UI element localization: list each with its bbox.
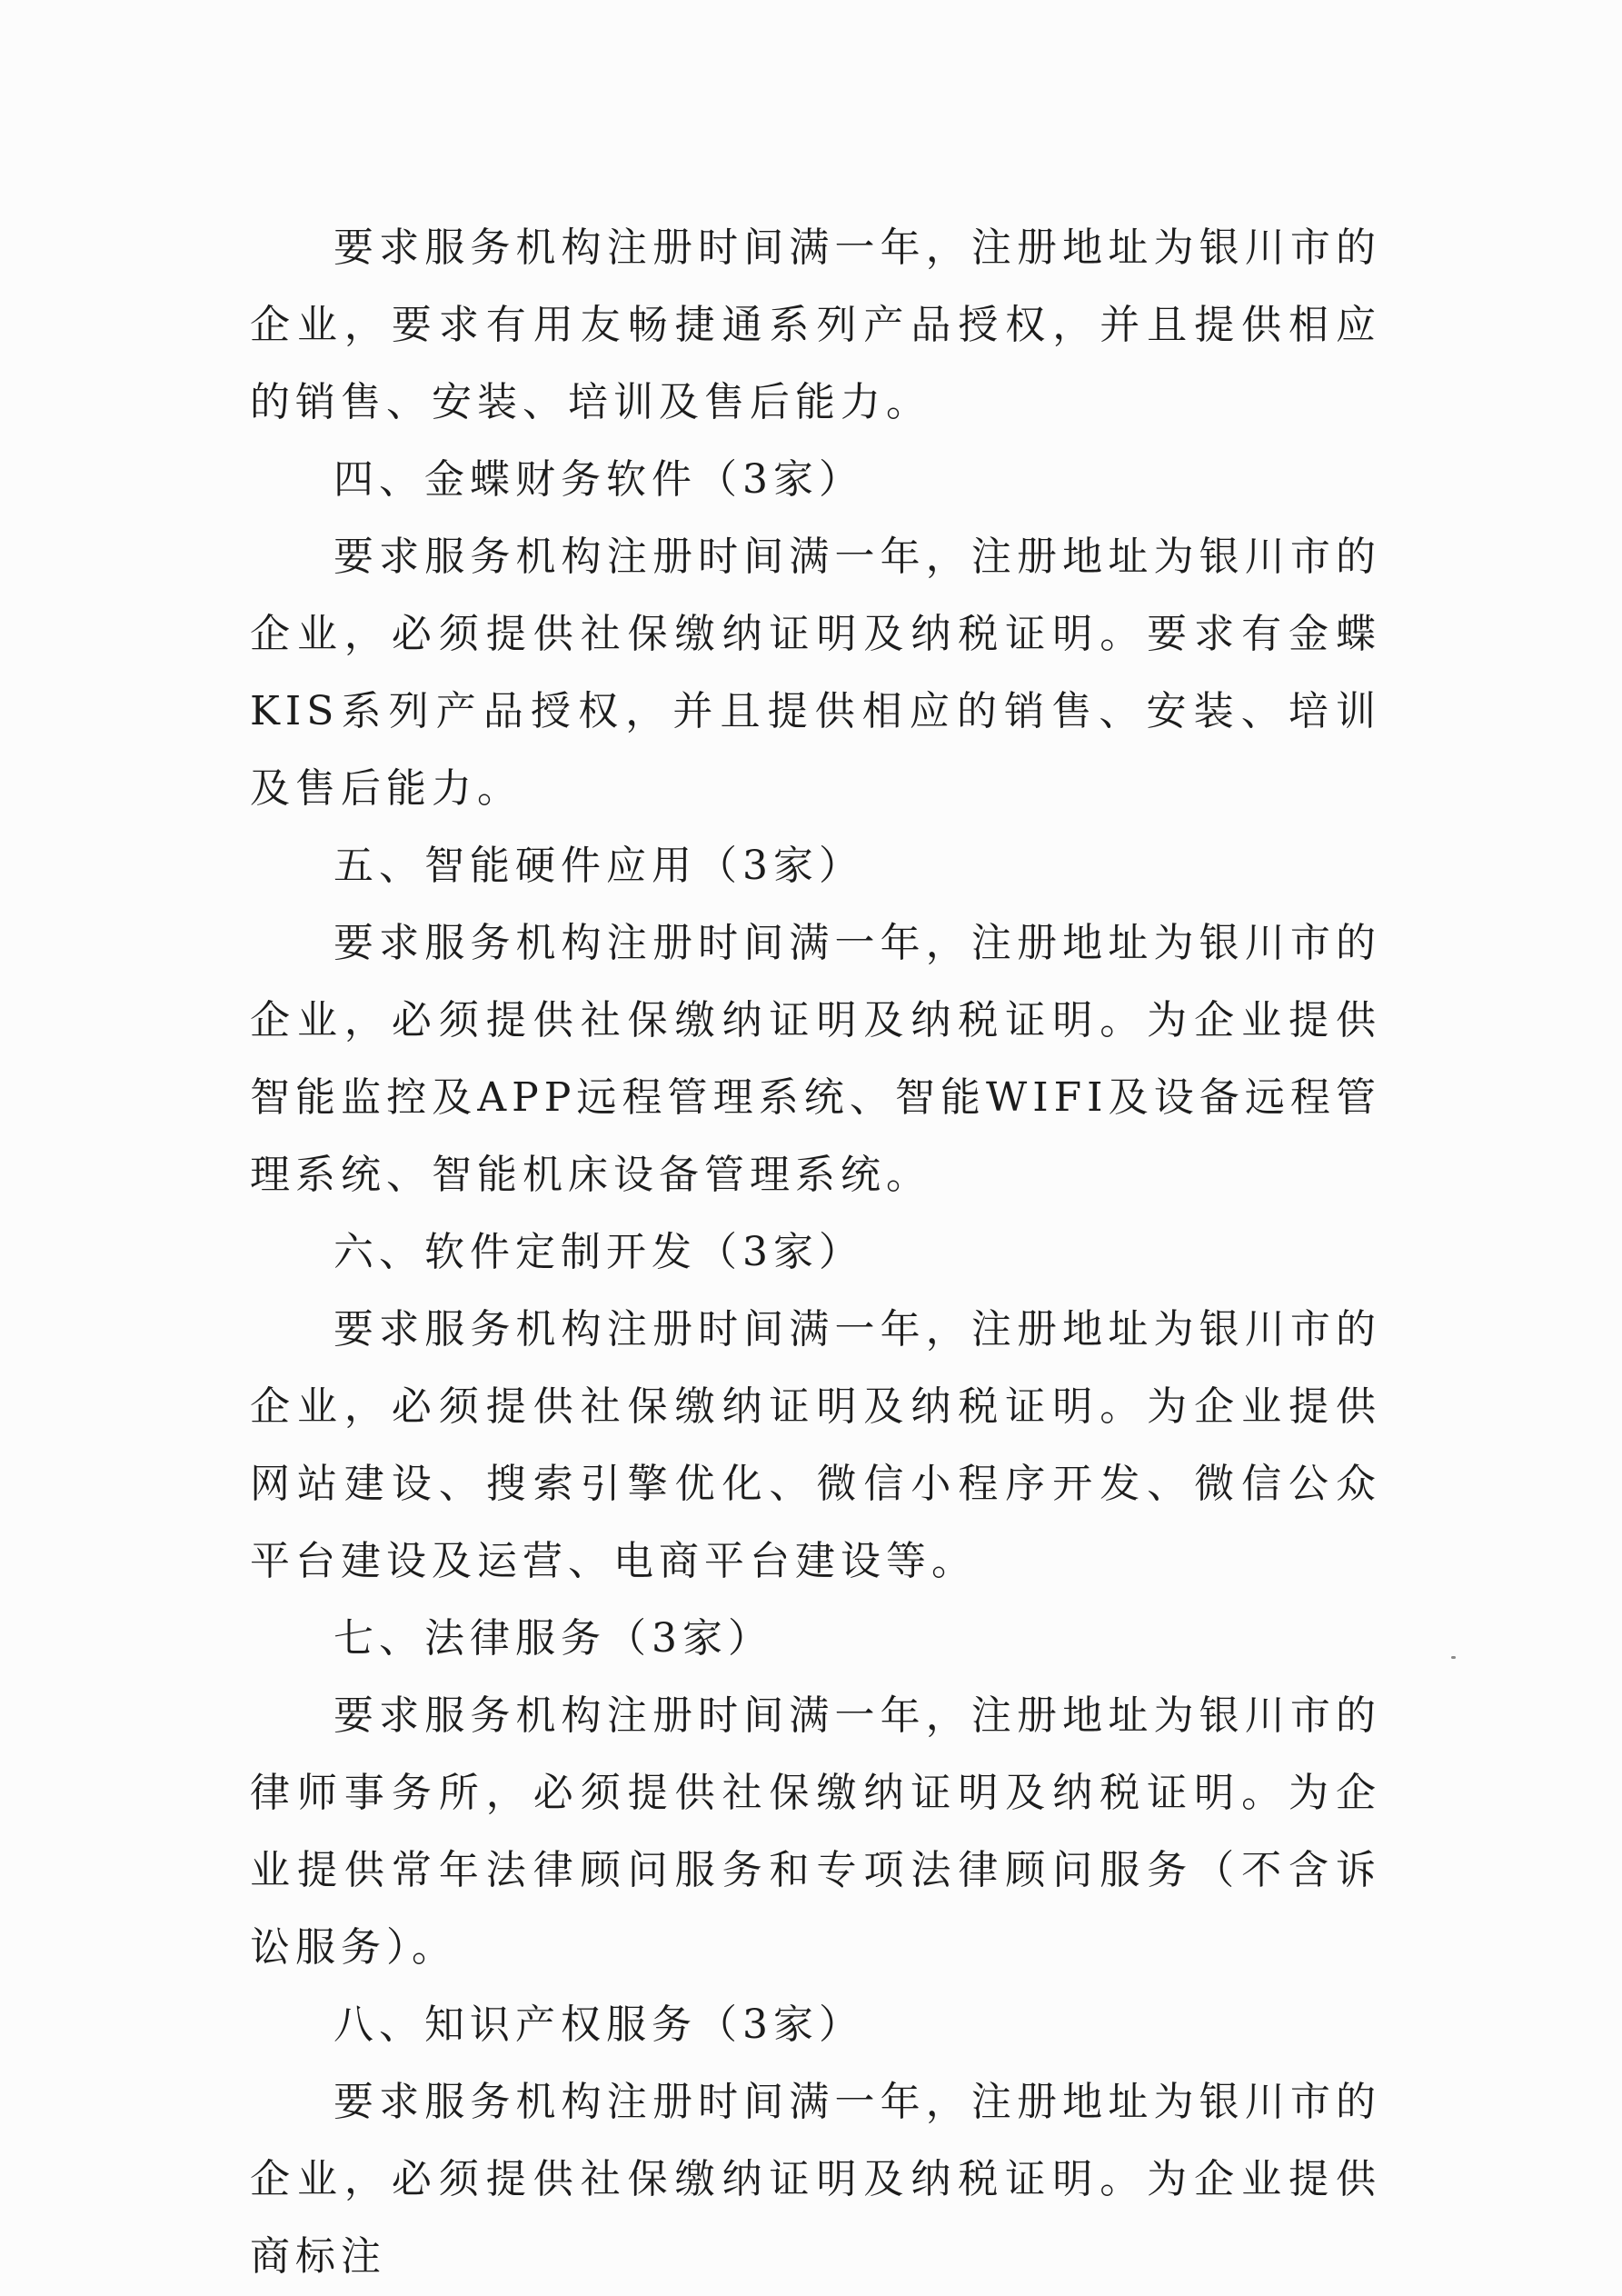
- section-heading-kingdee: 四、金蝶财务软件（3家）: [333, 456, 864, 503]
- paragraph-legal-services-requirements: 要求服务机构注册时间满一年，注册地址为银川市的律师事务所，必须提供社保缴纳证明及纳税证明。为企业提供常年法律顾问服务和专项法律顾问服务（不含诉讼服务）。: [250, 1692, 1381, 1971]
- scan-speck: [1451, 1656, 1456, 1659]
- document-body: [250, 209, 1381, 2295]
- paragraph-smart-hardware-requirements: 要求服务机构注册时间满一年，注册地址为银川市的企业，必须提供社保缴纳证明及纳税证明。为企业提供智能监控及APP远程管理系统、智能WIFI及设备远程管理系统、智能机床设备管理系统。: [250, 920, 1381, 1198]
- paragraph-kingdee-requirements: 要求服务机构注册时间满一年，注册地址为银川市的企业，必须提供社保缴纳证明及纳税证明。要求有金蝶KIS系列产品授权，并且提供相应的销售、安装、培训及售后能力。: [250, 534, 1381, 812]
- section-heading-smart-hardware: 五、智能硬件应用（3家）: [333, 843, 864, 889]
- section-heading-ip-services: 八、知识产权服务（3家）: [333, 2002, 864, 2048]
- section-heading-legal-services: 七、法律服务（3家）: [333, 1615, 773, 1662]
- section-heading-software-development: 六、软件定制开发（3家）: [333, 1229, 864, 1275]
- paragraph-software-development-requirements: 要求服务机构注册时间满一年，注册地址为银川市的企业，必须提供社保缴纳证明及纳税证明。为企业提供网站建设、搜索引擎优化、微信小程序开发、微信公众平台建设及运营、电商平台建设等。: [250, 1306, 1381, 1584]
- paragraph-ip-services-requirements: 要求服务机构注册时间满一年，注册地址为银川市的企业，必须提供社保缴纳证明及纳税证明。为企业提供商标注: [250, 2079, 1381, 2280]
- paragraph-yonyou-requirements: 要求服务机构注册时间满一年，注册地址为银川市的企业，要求有用友畅捷通系列产品授权，并且提供相应的销售、安装、培训及售后能力。: [250, 225, 1381, 425]
